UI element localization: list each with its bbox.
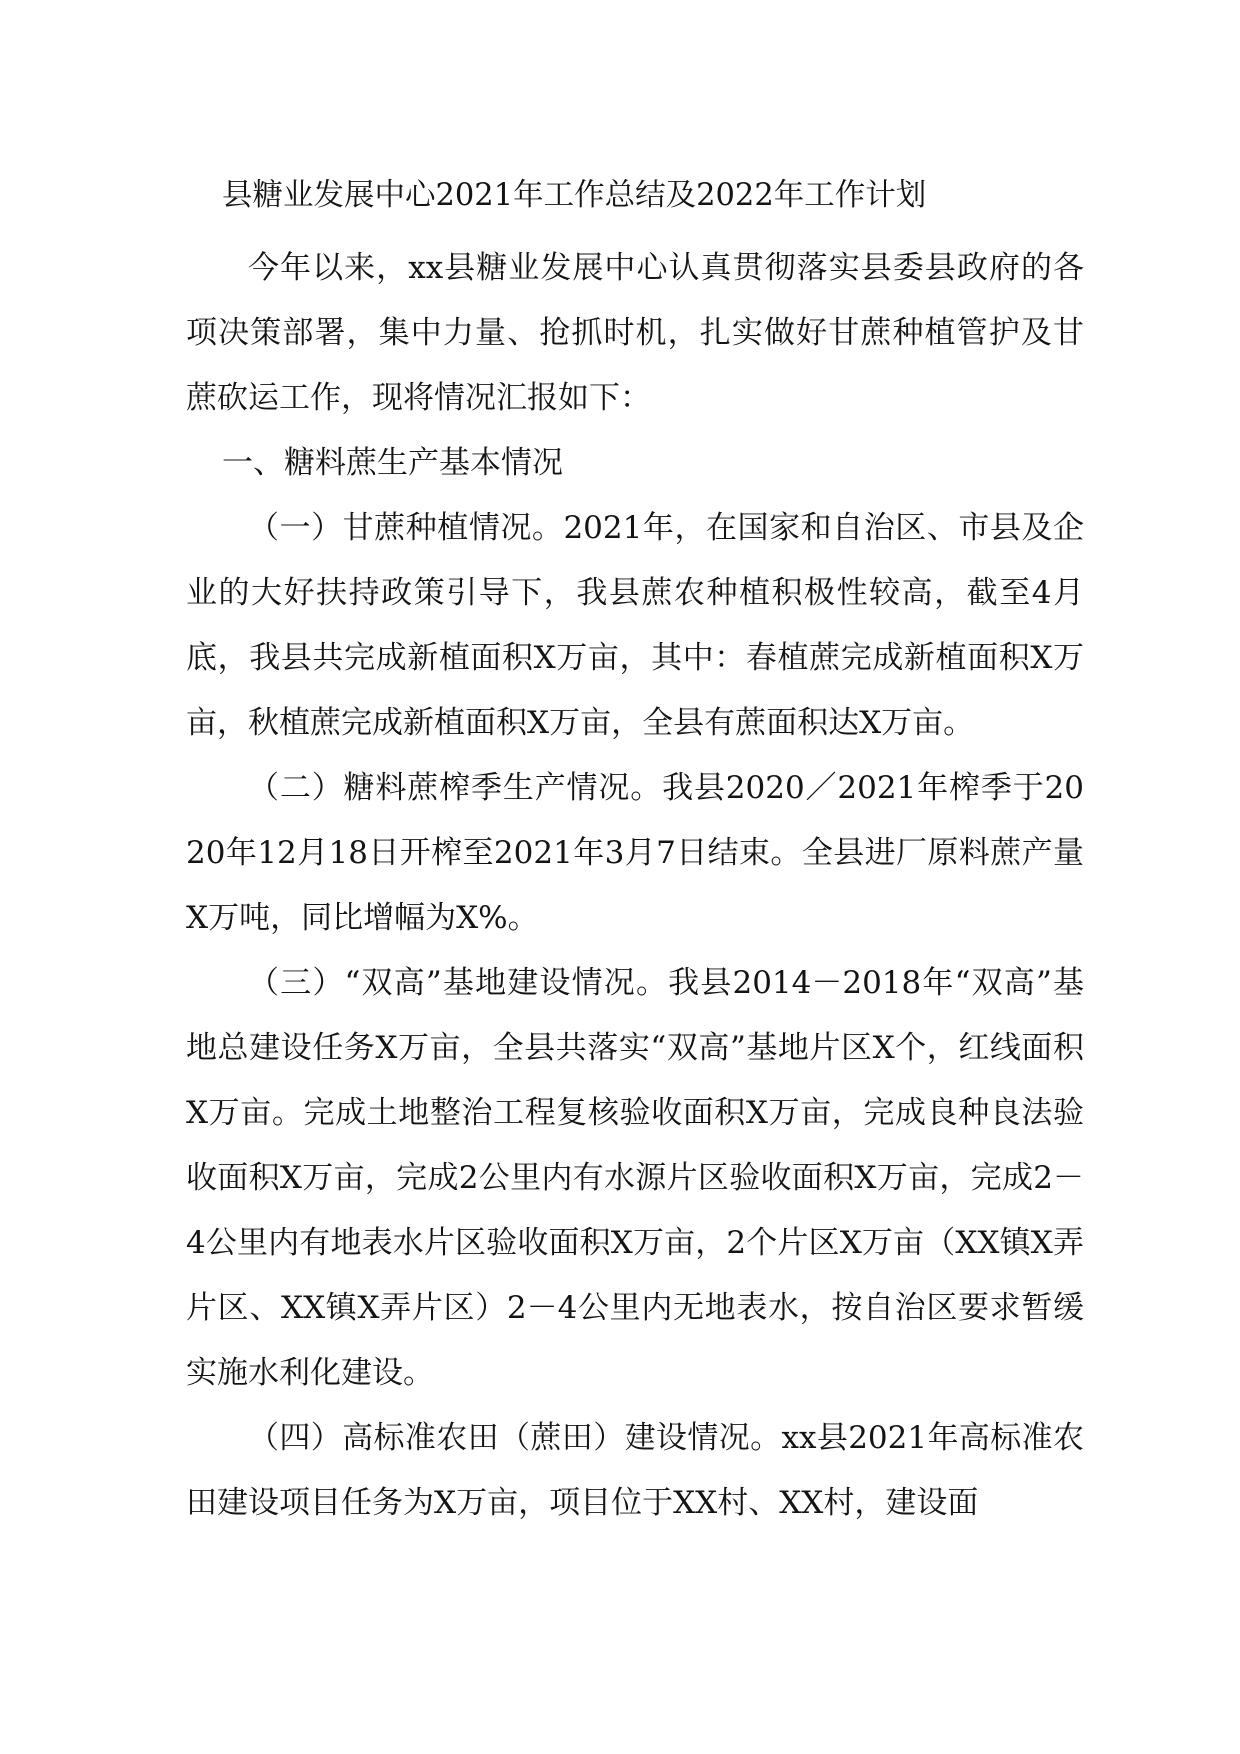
paragraph-sugarcane-planting: （一）甘蔗种植情况。2021年，在国家和自治区、市县及企业的大好扶持政策引导下，我县蔗农种植积极性较高，截至4月底，我县共完成新植面积X万亩，其中：春植蔗完成新植面积X万亩，秋植蔗完成新植面积X万亩，全县有蔗面积达X万亩。 bbox=[186, 510, 1084, 741]
paragraph-crushing-season: （二）糖料蔗榨季生产情况。我县2020／2021年榨季于2020年12月18日开榨至2021年3月7日结束。全县进厂原料蔗产量X万吨，同比增幅为X%。 bbox=[186, 770, 1084, 936]
section-heading-1: 一、糖料蔗生产基本情况 bbox=[222, 445, 563, 481]
paragraph-high-standard-farmland: （四）高标准农田（蔗田）建设情况。xx县2021年高标准农田建设项目任务为X万亩，项目位于XX村、XX村，建设面 bbox=[186, 1420, 1084, 1521]
document-body bbox=[186, 236, 1084, 1536]
intro-paragraph: 今年以来，xx县糖业发展中心认真贯彻落实县委县政府的各项决策部署，集中力量、抢抓时机，扎实做好甘蔗种植管护及甘蔗砍运工作，现将情况汇报如下： bbox=[186, 250, 1084, 416]
document-title: 县糖业发展中心2021年工作总结及2022年工作计划 bbox=[222, 178, 927, 213]
paragraph-double-high-base: （三）“双高”基地建设情况。我县2014－2018年“双高”基地总建设任务X万亩，全县共落实“双高”基地片区X个，红线面积X万亩。完成土地整治工程复核验收面积X万亩，完成良种良法验收面积X万亩，完成2公里内有水源片区验收面积X万亩，完成2－4公里内有地表水片区验收面积X万亩，2个片区X万亩（XX镇X弄片区、XX镇X弄片区）2－4公里内无地表水，按自治区要求暂缓实施水利化建设。 bbox=[186, 965, 1084, 1391]
